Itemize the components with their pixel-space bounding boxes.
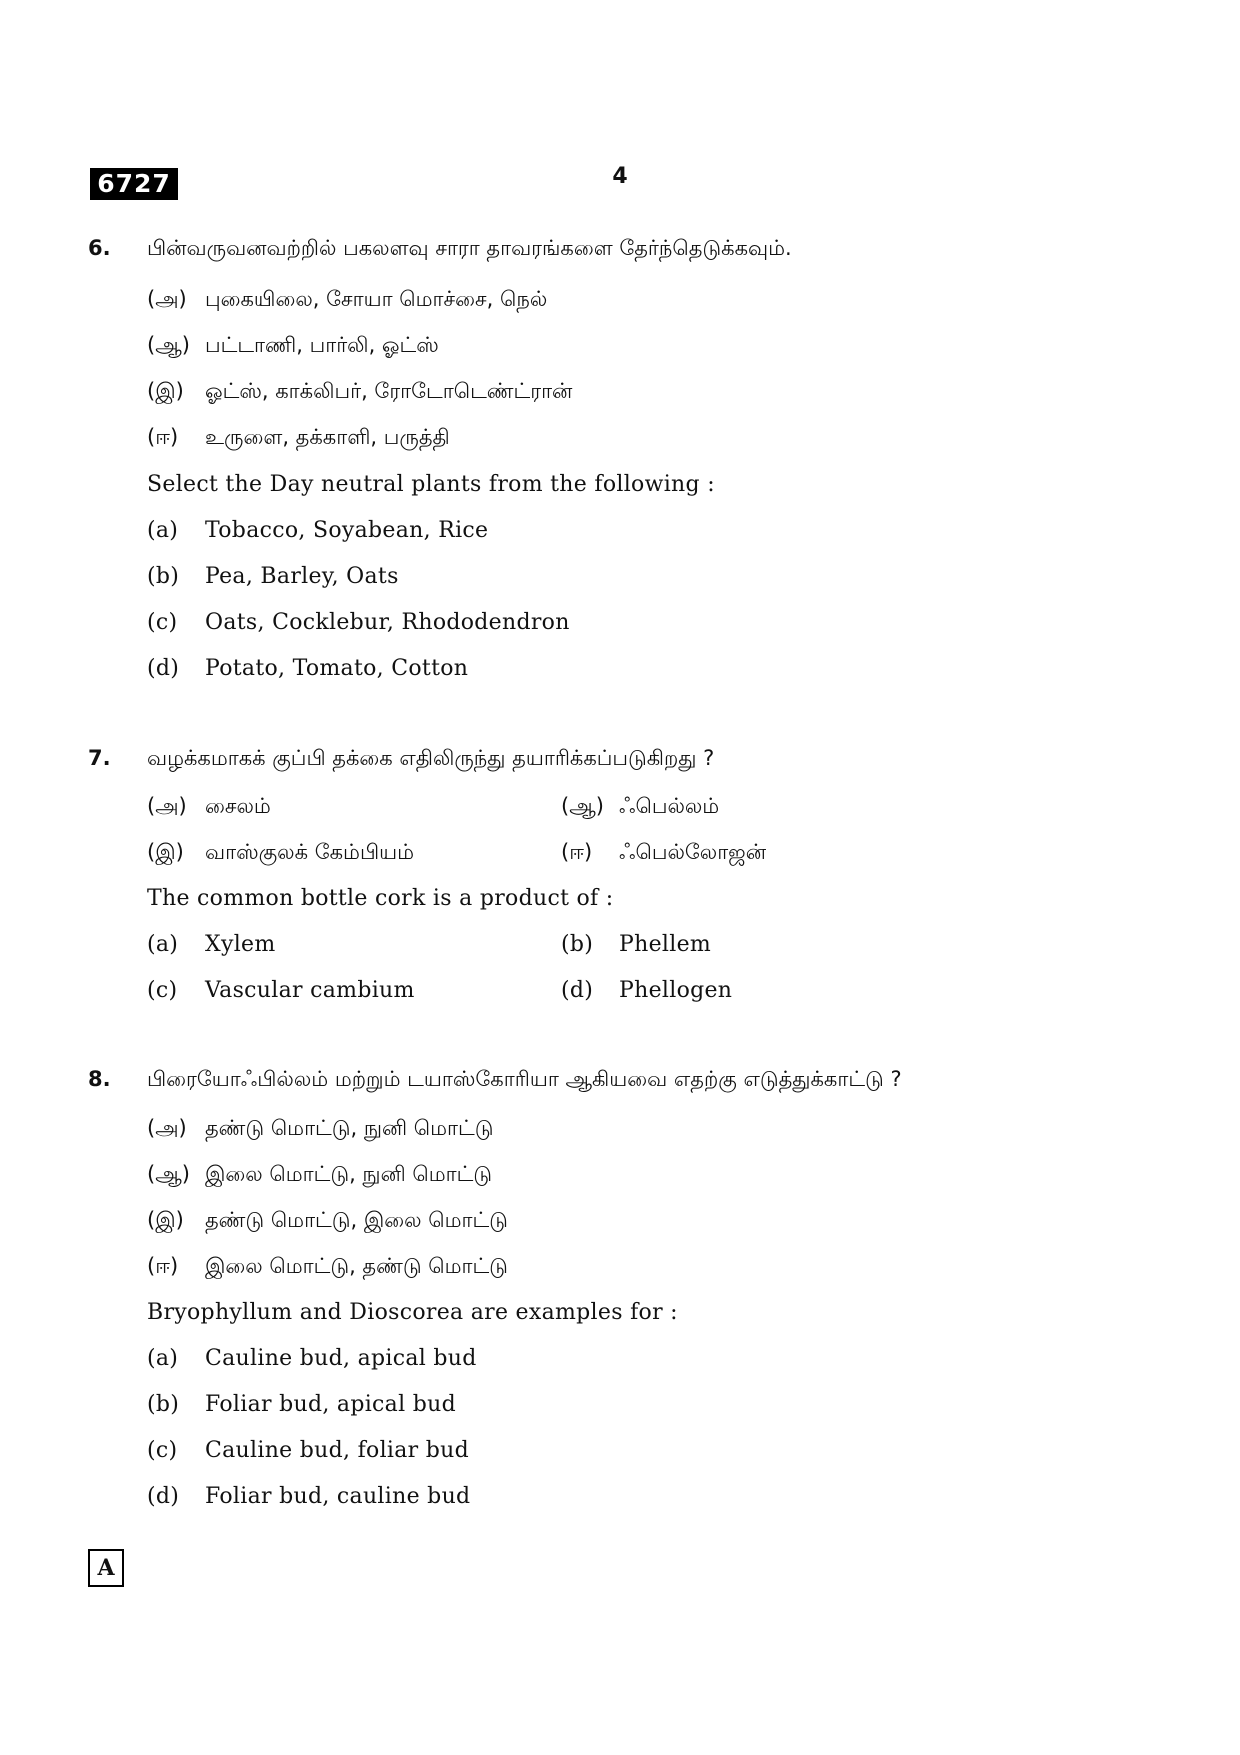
option-text: தண்டு மொட்டு, நுனி மொட்டு [205,1116,494,1140]
option-text: இலை மொட்டு, நுனி மொட்டு [205,1162,493,1186]
option-text: Cauline bud, apical bud [205,1346,477,1371]
question-8-english-option-d [147,1484,470,1509]
option-label: (இ) [147,1208,184,1232]
option-text: ஓட்ஸ், காக்லிபர், ரோடோடெண்ட்ரான் [205,379,573,403]
question-6-english-option-c [147,610,570,635]
paper-code-badge: 6727 [90,168,178,200]
question-6-english-option-d [147,656,468,681]
version-mark-box: A [88,1549,124,1587]
option-label: (c) [147,610,178,635]
question-7-number: 7. [88,746,111,770]
option-text: ஃபெல்லம் [619,794,720,818]
option-text: Foliar bud, cauline bud [205,1484,471,1509]
option-text: Pea, Barley, Oats [205,564,399,589]
question-7-english-text: The common bottle cork is a product of : [147,886,614,911]
option-label: (இ) [147,840,184,864]
option-label: (இ) [147,379,184,403]
option-label: (d) [561,978,594,1003]
question-7-english-option-c [147,978,415,1003]
option-label: (ஆ) [561,794,604,818]
question-6-english-option-b [147,564,399,589]
question-6-english-text: Select the Day neutral plants from the following : [147,472,715,497]
option-label: (அ) [147,287,187,311]
question-6-english-option-a [147,518,488,543]
question-6-tamil-option-3 [147,379,572,406]
question-6-tamil-text: பின்வருவனவற்றில் பகலளவு சாரா தாவரங்களை தேர்ந்தெடுக்கவும். [147,236,792,260]
question-6-tamil-option-4 [147,425,450,452]
option-text: தண்டு மொட்டு, இலை மொட்டு [205,1208,508,1232]
question-7-english-option-b [561,932,711,957]
question-7-tamil-option-1 [147,794,271,821]
question-8-tamil-option-4 [147,1254,508,1281]
option-label: (d) [147,1484,180,1509]
question-6-tamil-option-1 [147,287,547,314]
option-text: Phellogen [619,978,733,1003]
option-label: (b) [561,932,594,957]
option-label: (ஈ) [561,840,593,864]
option-text: Tobacco, Soyabean, Rice [205,518,489,543]
question-8-number: 8. [88,1067,111,1091]
option-label: (b) [147,564,180,589]
option-label: (ஈ) [147,1254,179,1278]
option-text: Oats, Cocklebur, Rhododendron [205,610,570,635]
option-text: பட்டாணி, பார்லி, ஓட்ஸ் [205,333,439,357]
question-6-number: 6. [88,236,111,260]
question-7-tamil-option-2 [561,794,719,821]
question-8-english-option-a [147,1346,477,1371]
question-8-english-option-c [147,1438,469,1463]
option-label: (c) [147,978,178,1003]
question-8-english-option-b [147,1392,456,1417]
option-text: உருளை, தக்காளி, பருத்தி [205,425,450,449]
option-text: Foliar bud, apical bud [205,1392,456,1417]
question-8-tamil-option-1 [147,1116,493,1143]
option-label: (ஈ) [147,425,179,449]
option-text: Phellem [619,932,712,957]
option-text: வாஸ்குலக் கேம்பியம் [205,840,415,864]
option-label: (d) [147,656,180,681]
question-7-english-option-d [561,978,732,1003]
question-7-tamil-option-3 [147,840,414,867]
option-label: (a) [147,1346,179,1371]
question-7-tamil-option-4 [561,840,766,867]
option-text: ஃபெல்லோஜன் [619,840,767,864]
option-label: (b) [147,1392,180,1417]
question-8-tamil-text: பிரையோஃபில்லம் மற்றும் டயாஸ்கோரியா ஆகியவை எதற்கு எடுத்துக்காட்டு ? [147,1067,902,1091]
question-8-english-text: Bryophyllum and Dioscorea are examples for : [147,1300,678,1325]
question-7-tamil-text: வழக்கமாகக் குப்பி தக்கை எதிலிருந்து தயாரிக்கப்படுகிறது ? [147,746,715,770]
option-text: புகையிலை, சோயா மொச்சை, நெல் [205,287,548,311]
question-6-tamil-option-2 [147,333,439,360]
question-7-english-option-a [147,932,276,957]
question-8-tamil-option-3 [147,1208,508,1235]
option-label: (ஆ) [147,333,190,357]
page-number: 4 [612,164,628,189]
option-text: Cauline bud, foliar bud [205,1438,470,1463]
option-text: சைலம் [205,794,271,818]
question-8-tamil-option-2 [147,1162,492,1189]
option-text: Potato, Tomato, Cotton [205,656,469,681]
option-label: (அ) [147,794,187,818]
option-text: Vascular cambium [205,978,415,1003]
option-label: (ஆ) [147,1162,190,1186]
option-text: Xylem [205,932,276,957]
option-label: (a) [147,932,179,957]
option-label: (அ) [147,1116,187,1140]
option-label: (c) [147,1438,178,1463]
option-label: (a) [147,518,179,543]
option-text: இலை மொட்டு, தண்டு மொட்டு [205,1254,508,1278]
